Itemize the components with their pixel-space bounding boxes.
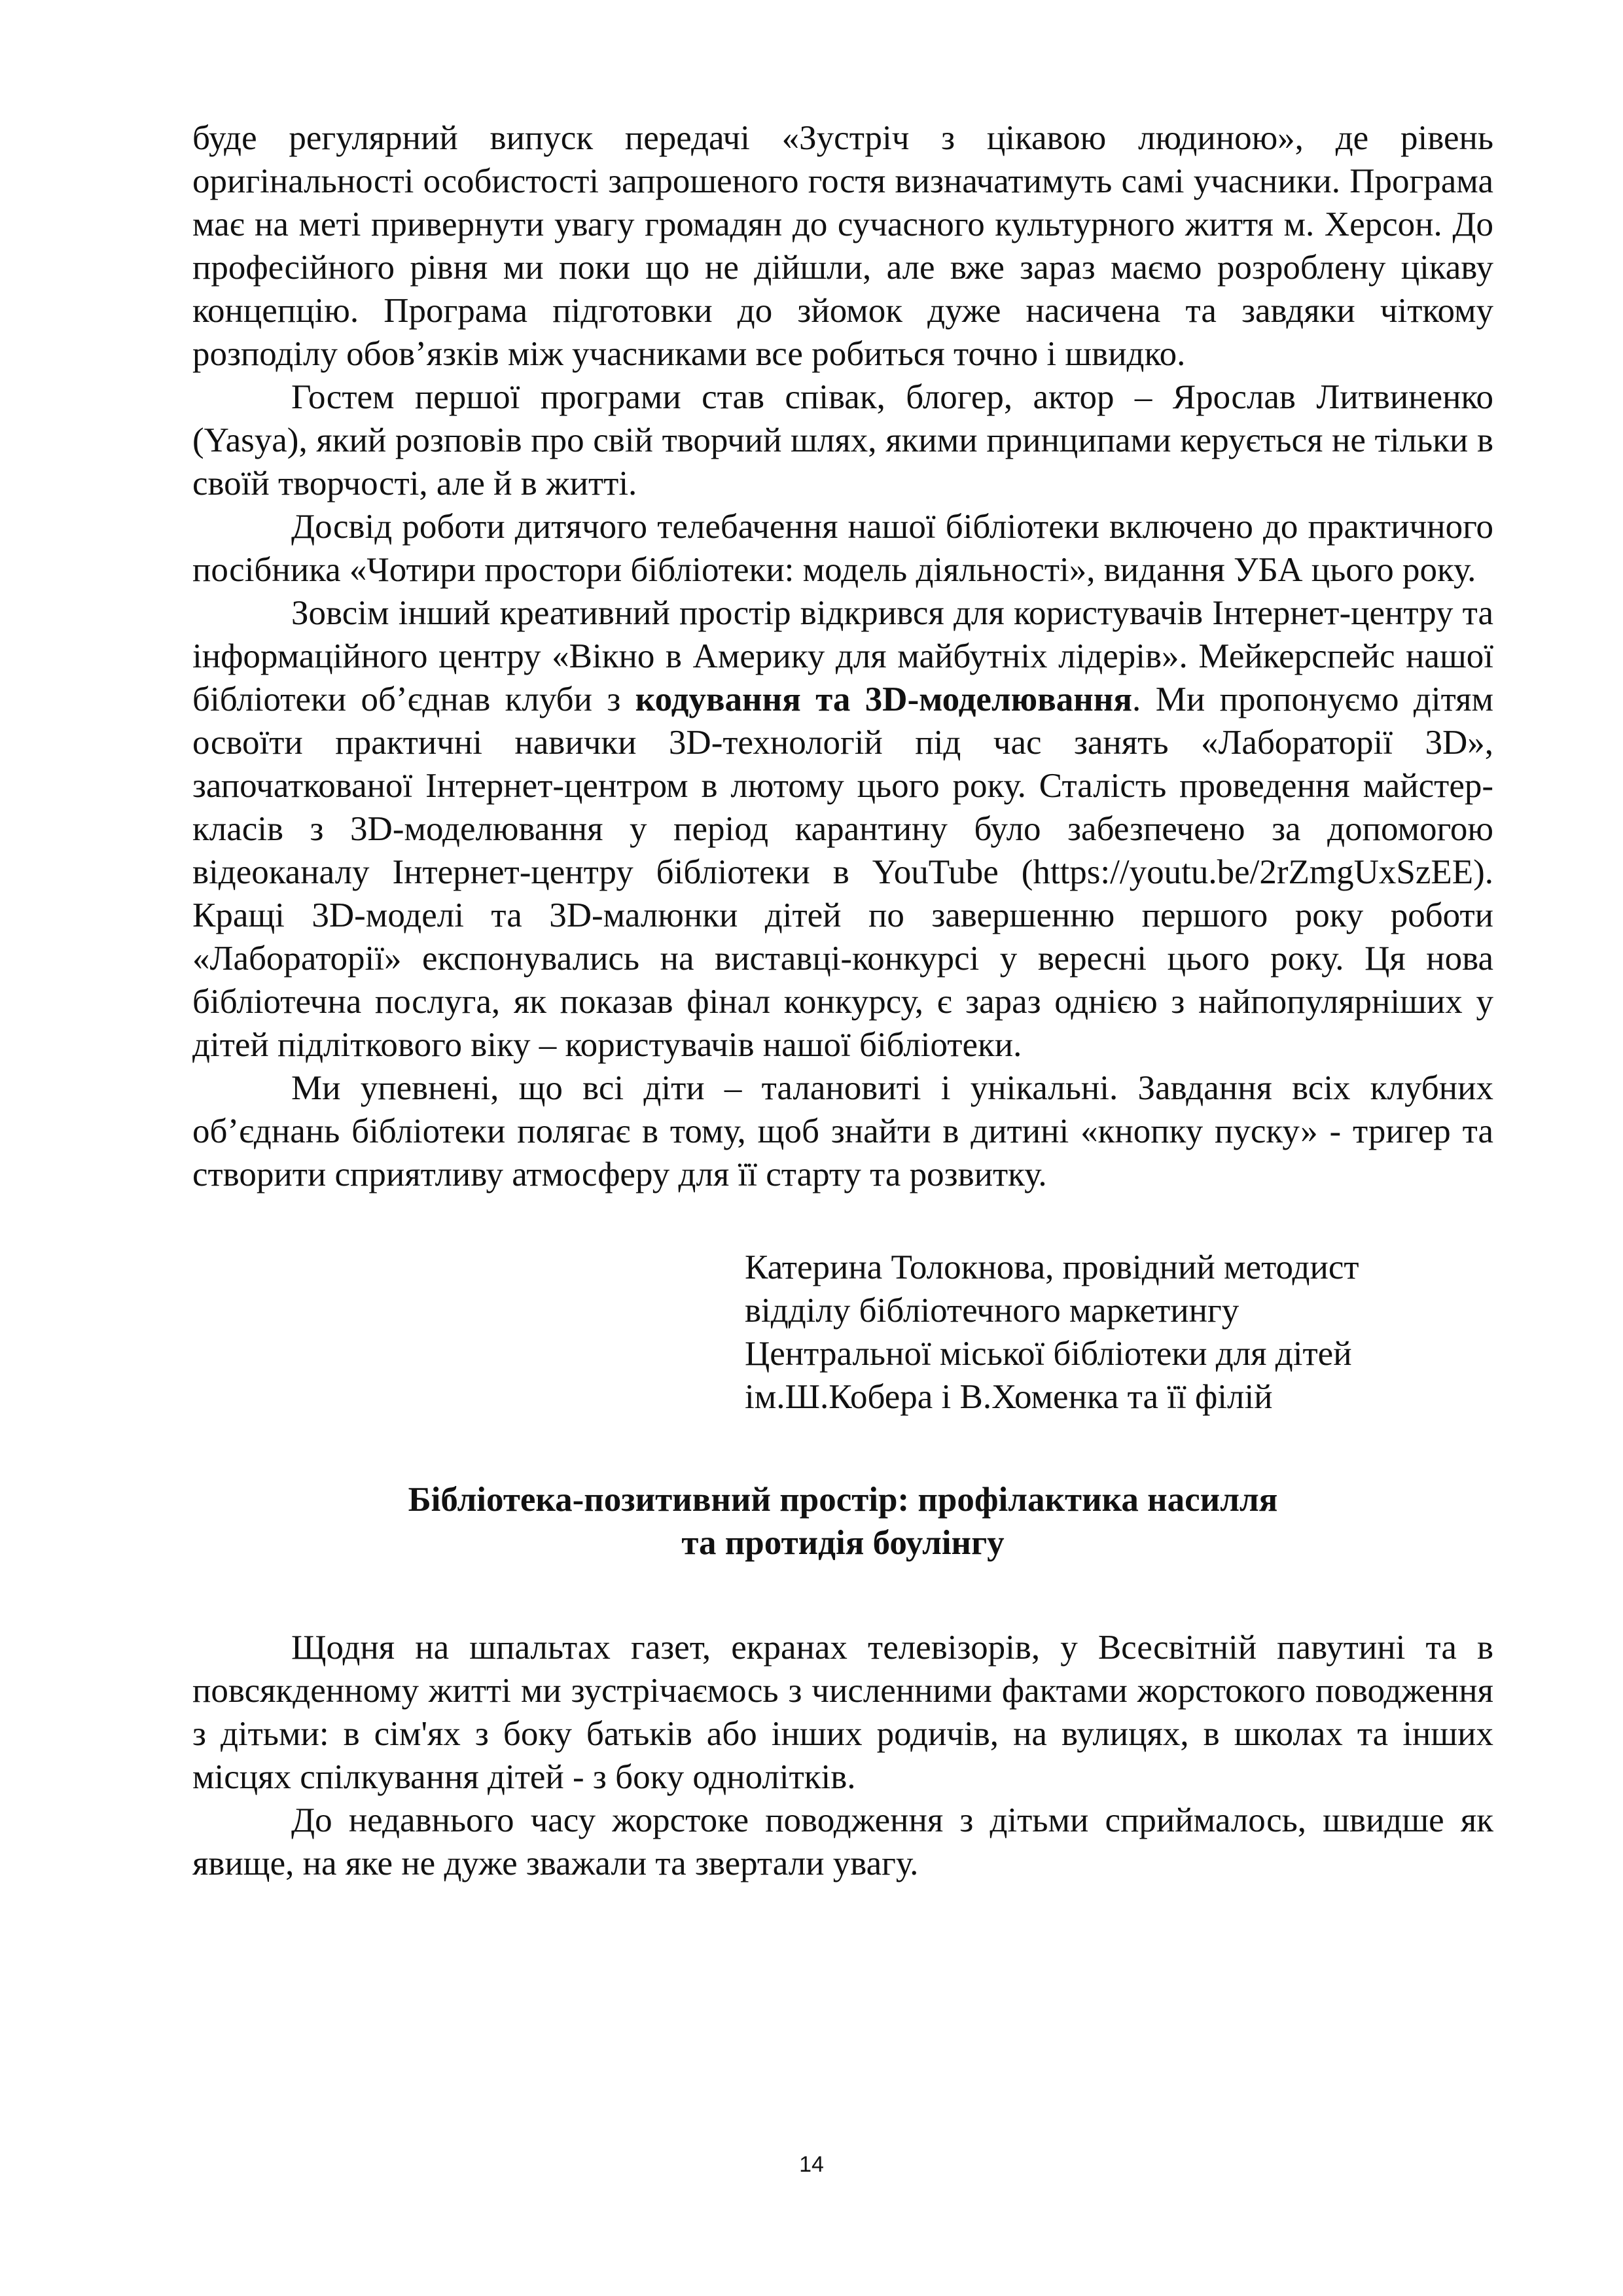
paragraph-talented-children: Ми упевнені, що всі діти – талановиті і унікальні. Завдання всіх клубних об’єднань бібліотеки полягає в тому, щоб знайти в дитині «кнопку пуску» - тригер та створити сприятливу атмосферу для її старту та розвитку. (192, 1069, 1493, 1193)
paragraph-makerspace-text-before: Зовсім інший креативний простір відкрився для користувачів Інтернет-центру та інформаційного центру «Вікно в Америку для майбутніх лідерів». Мейкерспейс нашої бібліотеки об’єднав клуби з (192, 594, 1493, 718)
signature-line-department: відділу бібліотечного маркетингу (745, 1292, 1240, 1330)
paragraph-handbook: Досвід роботи дитячого телебачення нашої бібліотеки включено до практичного посібника «Чотири простори бібліотеки: модель діяльності», видання УБА цього року. (192, 508, 1493, 589)
paragraph-violence-facts: Щодня на шпальтах газет, екранах телевізорів, у Всесвітній павутині та в повсякденному житті ми зустрічаємось з численними фактами жорстокого поводження з дітьми: в сім'ях з боку батьків або інших родичів, на вулицях, в школах та інших місцях спілкування дітей - з боку однолітків. (192, 1629, 1493, 1796)
section-title-line-1: Бібліотека-позитивний простір: профілактика насилля (408, 1481, 1278, 1519)
section-title (192, 1478, 1493, 1564)
signature-line-library: Центральної міської бібліотеки для дітей (745, 1335, 1352, 1373)
paragraph-first-guest: Гостем першої програми став співак, блогер, актор – Ярослав Литвиненко (Yasya), який розповів про свій творчий шлях, якими принципами керується не тільки в своїй творчості, але й в житті. (192, 378, 1493, 503)
paragraph-makerspace (192, 592, 1493, 1067)
page-body (192, 116, 1493, 1885)
section-title-line-2: та протидія боулінгу (681, 1524, 1005, 1562)
paragraph-makerspace-bold-phrase: кодування та 3D-моделювання (635, 680, 1133, 718)
signature-line-name: Катерина Толокнова, провідний методист (745, 1248, 1359, 1286)
paragraph-makerspace-text-after: . Ми пропонуємо дітям освоїти практичні навички 3D-технологій під час занять «Лабораторії 3D», започаткованої Інтернет-центром в лютому цього року. Сталість проведення майстер-класів з 3D-моделювання у період карантину було забезпечено за допомогою відеоканалу Інтернет-центру бібліотеки в YouTube (https://youtu.be/2rZmgUxSzEE). Кращі 3D-моделі та 3D-малюнки дітей по завершенню першого року роботи «Лабораторії» експонувались на виставці-конкурсі у вересні цього року. Ця нова бібліотечна послуга, як показав фінал конкурсу, є зараз однією з найпопулярніших у дітей підліткового віку – користувачів нашої бібліотеки. (192, 680, 1493, 1064)
page-number: 14 (799, 2152, 824, 2177)
author-signature (745, 1246, 1493, 1419)
signature-line-branches: ім.Ш.Кобера і В.Хоменка та її філій (745, 1378, 1273, 1416)
paragraph-violence-perception: До недавнього часу жорстоке поводження з дітьми сприймалось, швидше як явище, на яке не дуже зважали та звертали увагу. (192, 1801, 1493, 1882)
paragraph-tv-program: буде регулярний випуск передачі «Зустріч з цікавою людиною», де рівень оригінальності особистості запрошеного гостя визначатимуть самі учасники. Програма має на меті привернути увагу громадян до сучасного культурного життя м. Херсон. До професійного рівня ми поки що не дійшли, але вже зараз маємо розроблену цікаву концепцію. Програма підготовки до зйомок дуже насичена та завдяки чіткому розподілу обов’язків між учасниками все робиться точно і швидко. (192, 119, 1493, 373)
